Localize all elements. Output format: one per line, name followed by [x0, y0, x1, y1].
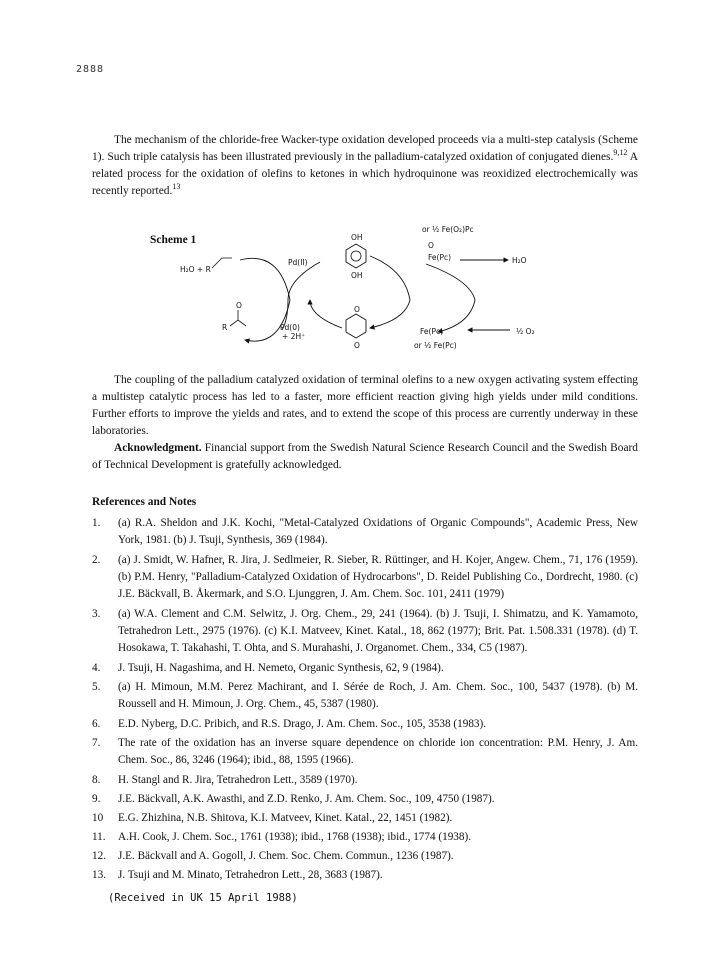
reference-text: (a) H. Mimoun, M.M. Perez Machirant, and I. Sérée de Roch, J. Am. Chem. Soc., 100, 5437 (1978). (b) M. Roussell and H. Mimoun, J. Org. Chem., 45, 5387 (1980). [118, 681, 638, 710]
quinone-o-top: O [354, 305, 360, 314]
reference-item [92, 515, 638, 549]
aromatic-circle [351, 251, 361, 261]
reference-number: 5. [92, 681, 101, 693]
reference-item [92, 829, 638, 846]
intro-text-cont: A related process for the oxidation of olefins to ketones in which hydroquinone was reoxidized electrochemically was recently reported. [92, 151, 639, 197]
reference-item [92, 791, 638, 808]
acknowledgment-heading: Acknowledgment. [114, 442, 202, 454]
reference-item [92, 606, 638, 657]
reference-number: 7. [92, 737, 101, 749]
oxygen-label: ½ O₂ [516, 327, 535, 336]
fe-o2-pc-label: or ½ Fe(O₂)Pc [422, 225, 474, 234]
reference-item [92, 552, 638, 603]
reference-number: 4. [92, 662, 101, 674]
ketone-r-label: R [222, 323, 228, 332]
pd2-label: Pd(II) [288, 258, 308, 267]
reference-number: 11. [92, 831, 106, 843]
reference-text: A.H. Cook, J. Chem. Soc., 1761 (1938); ibid., 1768 (1938); ibid., 1774 (1938). [118, 831, 472, 843]
reference-text: H. Stangl and R. Jira, Tetrahedron Lett., 3589 (1970). [118, 774, 358, 786]
oh-bottom-label: OH [351, 271, 363, 280]
reference-item [92, 810, 638, 827]
reference-number: 10 [92, 812, 104, 824]
citation: 13 [172, 182, 181, 192]
reference-text: (a) W.A. Clement and C.M. Selwitz, J. Org. Chem., 29, 241 (1964). (b) J. Tsuji, I. Shimatzu, and K. Yamamoto, Tetrahedron Lett., 2975 (1976). (c) K.I. Matveev, Kinet. Katal., 18, 862 (1977); Brit. Pat. 1.508.331 (1978). (d) T. Hosokawa, T. Takahashi, T. Ohta, and S. Murahashi, J. Organomet. Chem., 334, C5 (1987). [118, 608, 638, 654]
pd-cycle-arc-right [282, 262, 320, 330]
citation: 9,12 [613, 148, 628, 158]
ketone-o-label: O [236, 301, 242, 310]
received-date: (Received in UK 15 April 1988) [108, 892, 298, 904]
reference-number: 1. [92, 517, 101, 529]
water-right-label: H₂O [512, 256, 527, 265]
reference-item [92, 848, 638, 865]
page-number: 2888 [76, 64, 105, 75]
reference-number: 9. [92, 793, 101, 805]
scheme-title: Scheme 1 [150, 234, 197, 246]
reference-text: E.G. Zhizhina, N.B. Shitova, K.I. Matveev, Kinet. Katal., 22, 1451 (1982). [118, 812, 453, 824]
fepc-top-label: Fe(Pc) [428, 253, 452, 262]
pd0-label: Pd(0) [280, 323, 300, 332]
oh-top-label: OH [351, 233, 363, 242]
reference-text: (a) J. Smidt, W. Hafner, R. Jira, J. Sedlmeier, R. Sieber, R. Rüttinger, and H. Kojer, Angew. Chem., 71, 176 (1959). (b) P.M. Henry, "Palladium-Catalyzed Oxidation of Hydrocarbons", D. Reidel Publishing Co., Dordrecht, 1980. (c) J.E. Bäckvall, B. Åkermark, and S.O. Ljunggren, J. Am. Chem. Soc. 101, 2411 (1979) [118, 554, 638, 600]
intro-text: The mechanism of the chloride-free Wacker-type oxidation developed proceeds via a multi-step catalysis (Scheme 1). Such triple catalysis has been illustrated previously in the palladium-catalyzed oxidation of conjugated dienes. [92, 134, 638, 163]
olefin-bond [212, 258, 232, 268]
coupling-paragraph: The coupling of the palladium catalyzed oxidation of terminal olefins to a new oxygen activating system effecting a multistep catalytic process has led to a faster, more efficient reaction giving high yields under mild conditions. Further efforts to improve the yields and rates, and to extend the scope of this process are currently underway in these laboratories. [92, 374, 638, 437]
reference-text: The rate of the oxidation has an inverse square dependence on chloride ion concentration: P.M. Henry, J. Am. Chem. Soc., 86, 3246 (1964); ibid., 88, 1595 (1966). [118, 737, 638, 766]
reference-number: 8. [92, 774, 101, 786]
quinone-cycle-arc-right [370, 256, 410, 328]
reference-item [92, 735, 638, 769]
reference-text: E.D. Nyberg, D.C. Pribich, and R.S. Drago, J. Am. Chem. Soc., 105, 3538 (1983). [118, 718, 487, 730]
reference-text: J.E. Bäckvall and A. Gogoll, J. Chem. Soc. Chem. Commun., 1236 (1987). [118, 850, 454, 862]
fe-cycle-arc [426, 264, 475, 332]
scheme-diagram [170, 220, 570, 368]
reference-number: 13. [92, 869, 106, 881]
reference-text: (a) R.A. Sheldon and J.K. Kochi, "Metal-Catalyzed Oxidations of Organic Compounds", Academic Press, New York, 1981. (b) J. Tsuji, Synthesis, 369 (1984). [118, 517, 638, 546]
fepc-bottom-label: Fe(Pc) [420, 327, 444, 336]
references-heading: References and Notes [92, 496, 197, 508]
reference-item [92, 772, 638, 789]
reference-item [92, 867, 638, 884]
or-fepc-label: or ½ Fe(Pc) [414, 341, 457, 350]
proton-label: + 2H⁺ [282, 332, 306, 341]
reference-text: J. Tsuji, H. Nagashima, and H. Nemeto, Organic Synthesis, 62, 9 (1984). [118, 662, 444, 674]
reference-number: 3. [92, 608, 101, 620]
reference-number: 6. [92, 718, 101, 730]
reference-text: J.E. Bäckvall, A.K. Awasthi, and Z.D. Renko, J. Am. Chem. Soc., 109, 4750 (1987). [118, 793, 495, 805]
reference-number: 12. [92, 850, 106, 862]
reference-item [92, 660, 638, 677]
reference-item [92, 716, 638, 733]
reference-number: 2. [92, 554, 101, 566]
hydroquinone-ring [346, 244, 366, 268]
reference-text: J. Tsuji and M. Minato, Tetrahedron Lett., 28, 3683 (1987). [118, 869, 383, 881]
quinone-o-bottom: O [354, 341, 360, 350]
acknowledgment-paragraph [92, 440, 638, 474]
intro-paragraph [92, 132, 638, 200]
quinone-ring [346, 314, 366, 338]
acknowledgment-text: Financial support from the Swedish Natural Science Research Council and the Swedish Board of Technical Development is gratefully acknowledged. [92, 442, 638, 471]
ketone-bond [230, 310, 246, 326]
quinone-cycle-arc-left [310, 300, 342, 328]
reference-item [92, 679, 638, 713]
water-olefin-label: H₂O + R [180, 265, 211, 274]
fe-o-label: O [428, 241, 434, 250]
